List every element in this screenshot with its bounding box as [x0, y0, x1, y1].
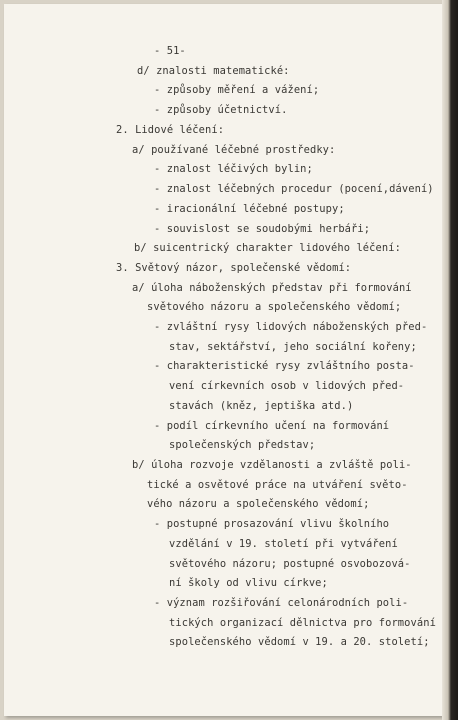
text-line: vení církevních osob v lidových před- [169, 380, 405, 392]
text-line: tických organizací dělnictva pro formování [169, 617, 436, 629]
text-line: a/ používané léčebné prostředky: [132, 144, 336, 156]
page-number: - 51- [154, 45, 186, 57]
text-line: - způsoby účetnictví. [154, 104, 288, 116]
text-line: 2. Lidové léčení: [116, 124, 225, 136]
text-line: - význam rozšiřování celonárodních poli- [154, 597, 409, 609]
text-line: - způsoby měření a vážení; [154, 84, 320, 96]
text-line: vzdělání v 19. století při vytváření [169, 538, 398, 550]
text-line: - postupné prosazování vlivu školního [154, 518, 390, 530]
text-line: - zvláštní rysy lidových náboženských před- [154, 321, 428, 333]
text-line: vého názoru a společenského vědomí; [147, 498, 370, 510]
text-line: stavách (kněz, jeptiška atd.) [169, 400, 354, 412]
text-line: - podíl církevního učení na formování [154, 420, 390, 432]
text-line: společenského vědomí v 19. a 20. století; [169, 636, 430, 648]
text-line: světového názoru a společenského vědomí; [147, 301, 402, 313]
text-line: a/ úloha náboženských představ při formování [132, 282, 412, 294]
text-line: - charakteristické rysy zvláštního posta- [154, 360, 415, 372]
book-spine-edge [442, 0, 458, 720]
paper-sheet [4, 4, 442, 716]
text-line: světového názoru; postupné osvobozová- [169, 558, 411, 570]
text-line: b/ úloha rozvoje vzdělanosti a zvláště poli- [132, 459, 412, 471]
text-line: stav, sektářství, jeho sociální kořeny; [169, 341, 417, 353]
text-line: společenských představ; [169, 439, 316, 451]
text-line: - souvislost se soudobými herbáři; [154, 223, 371, 235]
text-line: b/ suicentrický charakter lidového léčení: [134, 242, 401, 254]
text-line: tické a osvětové práce na utváření světo- [147, 479, 408, 491]
text-line: - znalost léčivých bylin; [154, 163, 313, 175]
text-line: - znalost léčebných procedur (pocení,dávení) [154, 183, 434, 195]
text-line: d/ znalosti matematické: [137, 65, 290, 77]
text-line: 3. Světový názor, společenské vědomí: [116, 262, 352, 274]
text-line: - iracionální léčebné postupy; [154, 203, 345, 215]
text-line: ní školy od vlivu církve; [169, 577, 328, 589]
